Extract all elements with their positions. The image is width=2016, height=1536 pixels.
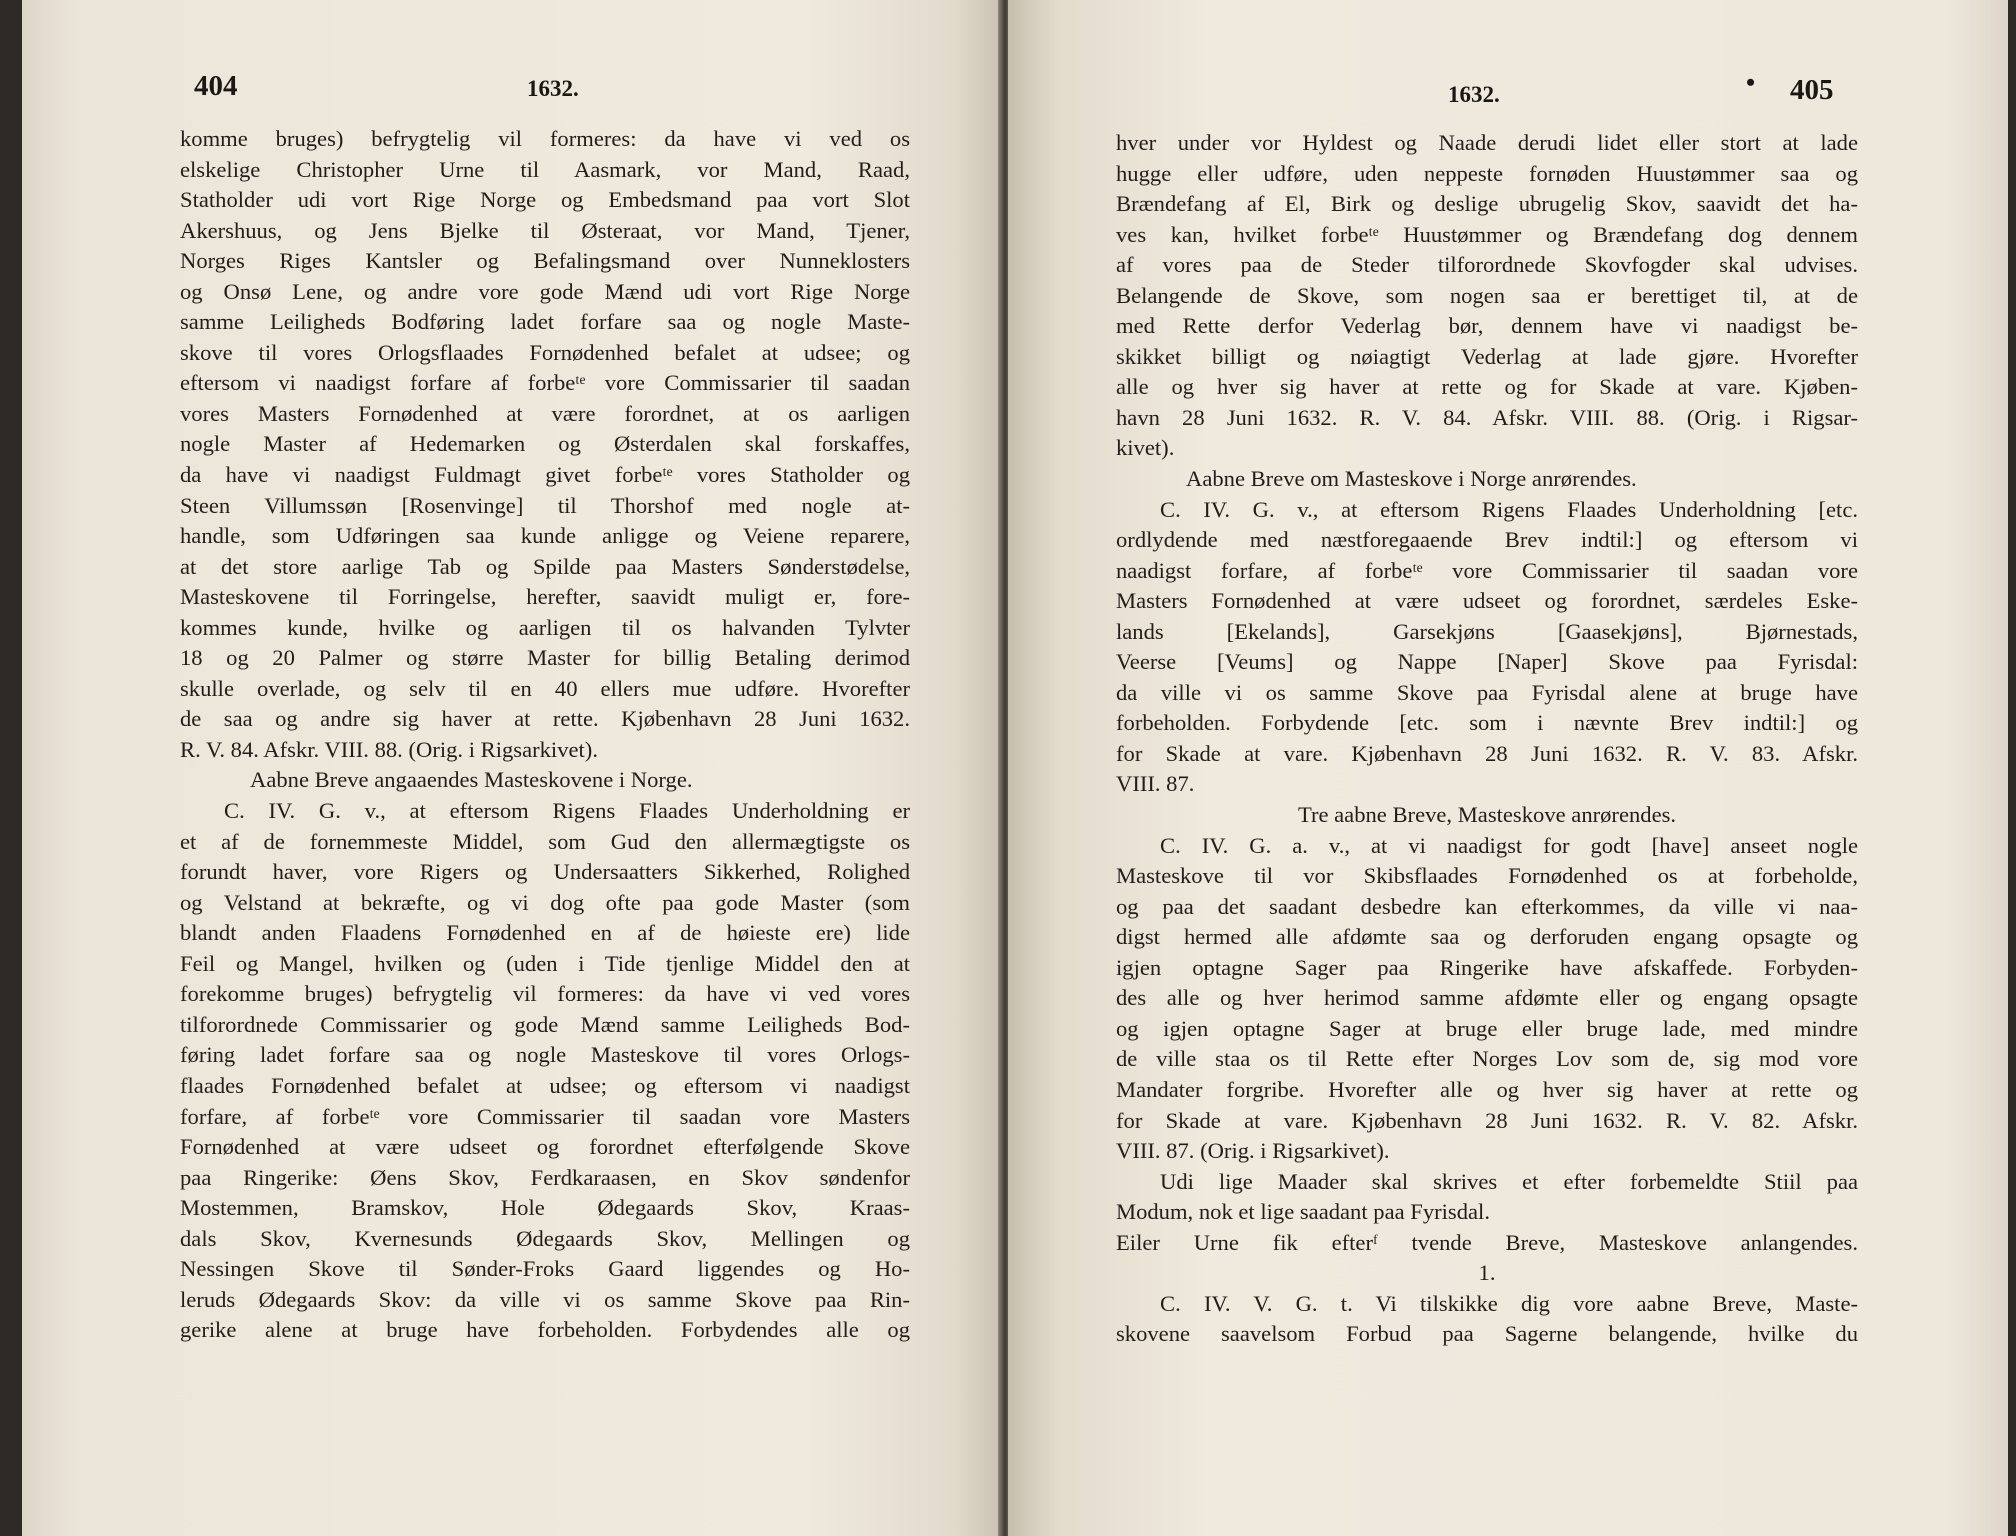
text-line: 1.: [1478, 1260, 1496, 1286]
text-line: blandt anden Flaadens Fornødenhed en af de høieste ere) lide: [180, 920, 910, 946]
text-line: forekomme bruges) befrygtelig vil formeres: da have vi ved vores: [180, 981, 910, 1007]
text-line: kommes kunde, hvilke og aarligen til os halvanden Tylvter: [180, 614, 910, 640]
text-line: da ville vi os samme Skove paa Fyrisdal alene at bruge have: [1116, 679, 1858, 705]
text-line: VIII. 87.: [1116, 771, 1195, 797]
text-line: vores Masters Fornødenhed at være forordnet, at os aarligen: [180, 400, 910, 426]
text-line: de saa og andre sig haver at rette. Kjøbenhavn 28 Juni 1632.: [180, 706, 910, 732]
text-line: da have vi naadigst Fuldmagt givet forbeᵗᵉ vores Statholder og: [180, 462, 910, 488]
left-page: [22, 0, 1002, 1536]
text-line: C. IV. V. G. t. Vi tilskikke dig vore aabne Breve, Maste-: [1160, 1290, 1858, 1316]
text-line: havn 28 Juni 1632. R. V. 84. Afskr. VIII. 88. (Orig. i Rigsar-: [1116, 404, 1858, 430]
text-line: Masteskove til vor Skibsflaades Fornødenhed os at forbeholde,: [1116, 863, 1858, 889]
text-line: for Skade at vare. Kjøbenhavn 28 Juni 1632. R. V. 82. Afskr.: [1116, 1107, 1858, 1133]
text-line: Fornødenhed at være udseet og forordnet efterfølgende Skove: [180, 1134, 910, 1160]
text-line: med Rette derfor Vederlag bør, dennem have vi naadigst be-: [1116, 313, 1858, 339]
text-line: føring ladet forfare saa og nogle Masteskove til vores Orlogs-: [180, 1042, 910, 1068]
text-line: hver under vor Hyldest og Naade derudi lidet eller stort at lade: [1116, 130, 1858, 155]
text-line: forundt haver, vore Rigers og Undersaatters Sikkerhed, Rolighed: [180, 859, 910, 885]
text-line: ordlydende med næstforegaaende Brev indtil:] og eftersom vi: [1116, 527, 1858, 553]
text-line: hugge eller udføre, uden neppeste fornøden Huustømmer saa og: [1116, 160, 1858, 186]
text-line: Statholder udi vort Rige Norge og Embedsmand paa vort Slot: [180, 187, 910, 213]
text-line: skovene saavelsom Forbud paa Sagerne belangende, hvilke du: [1116, 1321, 1858, 1347]
text-line: skikket billigt og nøiagtigt Vederlag at lade gjøre. Hvorefter: [1116, 343, 1858, 369]
text-line: handle, som Udføringen saa kunde anligge og Veiene reparere,: [180, 523, 910, 549]
text-line: leruds Ødegaards Skov: da ville vi os samme Skove paa Rin-: [180, 1286, 910, 1312]
text-line: Veerse [Veums] og Nappe [Naper] Skove paa Fyrisdal:: [1116, 649, 1858, 675]
text-line: Mandater forgribe. Hvorefter alle og hver sig haver at rette og: [1116, 1076, 1858, 1102]
text-line: gerike alene at bruge have forbeholden. Forbydendes alle og: [180, 1317, 910, 1343]
text-line: ves kan, hvilket forbeᵗᵉ Huustømmer og Brændefang dog dennem: [1116, 221, 1858, 247]
text-line: 18 og 20 Palmer og større Master for billig Betaling derimod: [180, 645, 910, 671]
text-line: alle og hver sig haver at rette og for Skade at vare. Kjøben-: [1116, 374, 1858, 400]
text-line: Feil og Mangel, hvilken og (uden i Tide tjenlige Middel den at: [180, 950, 910, 976]
text-line: C. IV. G. v., at eftersom Rigens Flaades Underholdning [etc.: [1160, 496, 1858, 522]
text-line: de ville staa os til Rette efter Norges Lov som de, sig mod vore: [1116, 1046, 1858, 1072]
text-line: Steen Villumssøn [Rosenvinge] til Thorshof med nogle at-: [180, 492, 910, 518]
text-line: Nessingen Skove til Sønder-Froks Gaard liggendes og Ho-: [180, 1256, 910, 1282]
text-line: Modum, nok et lige saadant paa Fyrisdal.: [1116, 1199, 1490, 1225]
text-line: Aabne Breve angaaendes Masteskovene i Norge.: [250, 767, 693, 793]
text-line: samme Leiligheds Bodføring ladet forfare saa og nogle Maste-: [180, 309, 910, 335]
text-line: flaades Fornødenhed befalet at udsee; og eftersom vi naadigst: [180, 1072, 910, 1098]
text-line: eftersom vi naadigst forfare af forbeᵗᵉ vore Commissarier til saadan: [180, 370, 910, 396]
text-line: Tre aabne Breve, Masteskove anrørendes.: [1297, 802, 1677, 828]
text-line: paa Ringerike: Øens Skov, Ferdkaraasen, en Skov søndenfor: [180, 1164, 910, 1190]
text-line: naadigst forfare, af forbeᵗᵉ vore Commissarier til saadan vore: [1116, 557, 1858, 583]
page-number: 404: [194, 70, 238, 102]
text-line: Brændefang af El, Birk og deslige ubrugelig Skov, saavidt det ha-: [1116, 191, 1858, 217]
left-page-header: [22, 70, 1002, 110]
running-head: 1632.: [527, 76, 579, 101]
text-line: og Onsø Lene, og andre vore gode Mænd udi vort Rige Norge: [180, 278, 910, 304]
text-line: skove til vores Orlogsflaades Fornødenhed befalet at udsee; og: [180, 339, 910, 365]
text-line: dals Skov, Kvernesunds Ødegaards Skov, Mellingen og: [180, 1225, 910, 1251]
page-number: 405: [1790, 74, 1834, 106]
text-line: Aabne Breve om Masteskove i Norge anrørendes.: [1186, 466, 1637, 492]
text-line: for Skade at vare. Kjøbenhavn 28 Juni 1632. R. V. 83. Afskr.: [1116, 740, 1858, 766]
right-page-text: [1116, 128, 1858, 1350]
text-line: C. IV. G. v., at eftersom Rigens Flaades Underholdning er: [224, 798, 910, 824]
text-line: tilforordnede Commissarier og gode Mænd samme Leiligheds Bod-: [180, 1011, 910, 1037]
text-line: lands [Ekelands], Garsekjøns [Gaasekjøns], Bjørnestads,: [1116, 618, 1858, 644]
text-line: af vores paa de Steder tilforordnede Skovfogder skal udvises.: [1116, 252, 1858, 278]
text-line: Eiler Urne fik efterᶠ tvende Breve, Masteskove anlangendes.: [1116, 1229, 1858, 1255]
text-line: og paa det saadant desbedre kan efterkommes, da ville vi naa-: [1116, 893, 1858, 919]
text-line: Norges Riges Kantsler og Befalingsmand over Nunneklosters: [180, 248, 910, 274]
text-line: forbeholden. Forbydende [etc. som i nævnte Brev indtil:] og: [1116, 710, 1858, 736]
text-line: Masters Fornødenhed at være udseet og forordnet, særdeles Eske-: [1116, 588, 1858, 614]
left-page-text: [180, 124, 910, 1346]
text-line: des alle og hver herimod samme afdømte eller og engang opsagte: [1116, 985, 1858, 1011]
text-line: Akershuus, og Jens Bjelke til Østeraat, vor Mand, Tjener,: [180, 217, 910, 243]
text-line: forfare, af forbeᵗᵉ vore Commissarier til saadan vore Masters: [180, 1103, 910, 1129]
text-line: et af de fornemmeste Middel, som Gud den allermægtigste os: [180, 828, 910, 854]
text-line: digst hermed alle afdømte saa og derforuden engang opsagte og: [1116, 924, 1858, 950]
text-line: R. V. 84. Afskr. VIII. 88. (Orig. i Rigsarkivet).: [180, 736, 598, 762]
text-line: C. IV. G. a. v., at vi naadigst for godt [have] anseet nogle: [1160, 832, 1858, 858]
text-line: elskelige Christopher Urne til Aasmark, vor Mand, Raad,: [180, 156, 910, 182]
text-line: Mostemmen, Bramskov, Hole Ødegaards Skov, Kraas-: [180, 1195, 910, 1221]
text-line: komme bruges) befrygtelig vil formeres: da have vi ved os: [180, 126, 910, 151]
text-line: og Velstand at bekræfte, og vi dog ofte paa gode Master (som: [180, 889, 910, 915]
dot-mark: •: [1746, 68, 1756, 97]
right-page-header: [1008, 70, 2008, 110]
text-line: og igjen optagne Sager at bruge eller bruge lade, med mindre: [1116, 1015, 1858, 1041]
text-line: kivet).: [1116, 435, 1175, 461]
right-page: [1008, 0, 2008, 1536]
text-line: Udi lige Maader skal skrives et efter forbemeldte Stiil paa: [1160, 1168, 1858, 1194]
text-line: nogle Master af Hedemarken og Østerdalen skal forskaffes,: [180, 431, 910, 457]
running-head: 1632.: [1448, 82, 1500, 107]
text-line: Belangende de Skove, som nogen saa er berettiget til, at de: [1116, 282, 1858, 308]
text-line: VIII. 87. (Orig. i Rigsarkivet).: [1116, 1138, 1390, 1164]
text-line: igjen optagne Sager paa Ringerike have afskaffede. Forbyden-: [1116, 954, 1858, 980]
text-line: Masteskovene til Forringelse, herefter, saavidt muligt er, fore-: [180, 584, 910, 610]
text-line: skulle overlade, og selv til en 40 ellers mue udføre. Hvorefter: [180, 675, 910, 701]
text-line: at det store aarlige Tab og Spilde paa Masters Sønderstødelse,: [180, 553, 910, 579]
